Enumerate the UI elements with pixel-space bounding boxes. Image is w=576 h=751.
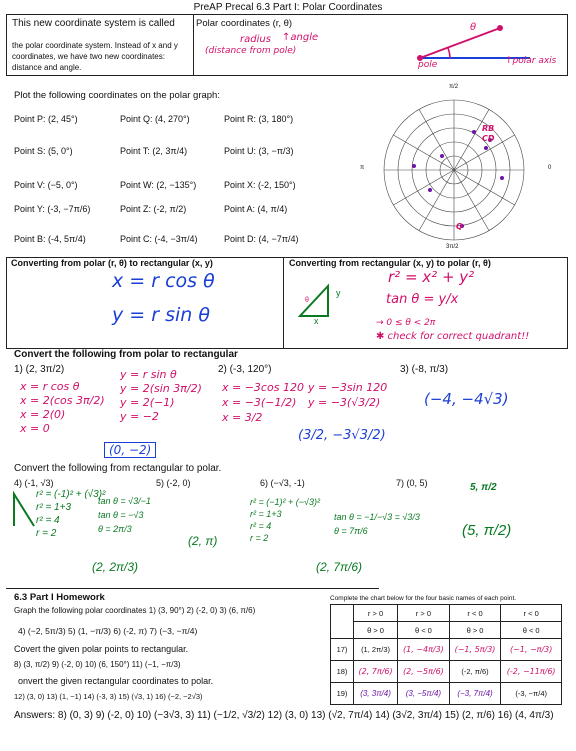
point-p: Point P: (2, 45°) [14, 114, 78, 124]
homework-rect-items: 8) (3, π/2) 9) (-2, 0) 10) (6, 150°) 11) (−1, −π/3) [14, 660, 181, 669]
work-1-x: x = r cos θ x = 2(cos 3π/2) x = 2(0) x = 0 [20, 380, 105, 435]
quadrant-note: ✱ check for correct quadrant!! [376, 331, 530, 342]
note-pole: pole [418, 60, 438, 70]
table-cell: (3, −5π/4) [398, 683, 450, 705]
graph-label-bottom: 3π/2 [446, 244, 459, 250]
answers-line: Answers: 8) (0, 3) 9) (-2, 0) 10) (−3√3, 3) 11) (−1/2, √3/2) 12) (3, 0) 13) (√2, 7π/4) 14) (3√2, 3π/4) 15) (2, π/6) 16) (4, 4π/3) [14, 710, 554, 721]
graph-label-top: π/2 [449, 84, 459, 90]
chart-subheader-2: θ < 0 [398, 622, 450, 639]
formula-x: x = r cos θ [112, 270, 215, 292]
graph-label-right: 0 [548, 165, 552, 171]
intro-body: the polar coordinate system. Instead of x and y coordinates, we have two new coordinates: distance and angle. [12, 41, 178, 72]
triangle-y: y [336, 288, 341, 298]
sketch-4 [10, 490, 38, 530]
homework-title: 6.3 Part I Homework [14, 592, 105, 603]
problem-7: 7) (0, 5) [396, 478, 428, 488]
chart-header-3: r < 0 [449, 605, 501, 622]
point-s: Point S: (5, 0°) [14, 146, 73, 156]
range-note: → 0 ≤ θ < 2π [376, 318, 436, 328]
table-cell: (2, −5π/6) [398, 661, 450, 683]
graph-mark-rb: RB [482, 124, 495, 133]
chart-header-1: r > 0 [354, 605, 398, 622]
problem-4: 4) (-1, √3) [14, 478, 54, 488]
answer-6: (2, 7π/6) [316, 560, 363, 574]
point-c: Point C: (-4, −3π/4) [120, 234, 198, 244]
formula-tan: tan θ = y/x [386, 292, 459, 307]
work-4-r: r² = (-1)² + (√3)² r² = 1+3 r² = 4 r = 2 [36, 489, 106, 539]
polar-ray [419, 170, 454, 231]
problem-3: 3) (-8, π/3) [400, 364, 449, 375]
work-6-r: r² = (−1)² + (−√3)² r² = 1+3 r² = 4 r = 2 [250, 497, 320, 543]
problem-5: 5) (-2, 0) [156, 478, 191, 488]
table-cell: (-3, −π/4) [501, 683, 562, 705]
polar-to-rect-heading: Convert the following from polar to rectangular [14, 349, 238, 360]
homework-graph-line: Graph the following polar coordinates 1) (3, 90°) 2) (-2, 0) 3) (6, π/6) [14, 606, 256, 615]
plotted-point [412, 164, 416, 168]
note-polar-axis: ↑polar axis [505, 56, 557, 66]
problem-1: 1) (2, 3π/2) [14, 364, 65, 375]
polar-to-rect-header: Converting from polar (r, θ) to rectangular (x, y) [11, 258, 213, 268]
answer-1: (0, −2) [104, 442, 156, 458]
table-cell: (3, 3π/4) [354, 683, 398, 705]
plotted-point [428, 188, 432, 192]
formula-y: y = r sin θ [112, 304, 210, 326]
names-chart [330, 604, 562, 705]
plotted-point [472, 130, 476, 134]
note-theta: θ [470, 22, 477, 33]
rect-to-polar-heading: Convert the following from rectangular to polar. [14, 463, 222, 474]
point-z: Point Z: (-2, π/2) [120, 204, 187, 214]
point-v: Point V: (−5, 0°) [14, 180, 78, 190]
problem-6: 6) (−√3, -1) [260, 478, 305, 488]
work-6-theta: tan θ = −1/−√3 = √3/3 θ = 7π/6 [334, 512, 420, 536]
work-2-x: x = −3cos 120 x = −3(−1/2) x = 3/2 [222, 381, 304, 424]
graph-mark-q: Q [456, 222, 463, 231]
rect-to-polar-header: Converting from rectangular (x, y) to polar (r, θ) [289, 258, 491, 268]
formula-r: r² = x² + y² [388, 268, 475, 286]
polar-ray [393, 170, 454, 205]
homework-graph-line-2: 4) (−2, 5π/3) 5) (1, −π/3) 6) (-2, π) 7) (−3, −π/4) [18, 626, 198, 636]
point-a: Point A: (4, π/4) [224, 204, 288, 214]
point-y: Point Y: (-3, −7π/6) [14, 204, 91, 214]
note-7: 5, π/2 [470, 482, 497, 493]
table-row-label: 18) [331, 661, 354, 683]
table-row-label: 19) [331, 683, 354, 705]
homework-divider [6, 588, 379, 589]
intro-line: This new coordinate system is called [12, 18, 175, 29]
table-cell: (-2, −11π/6) [501, 661, 562, 683]
chart-header-2: r > 0 [398, 605, 450, 622]
work-4-theta: tan θ = √3/−1 tan θ = −√3 θ = 2π/3 [98, 496, 151, 534]
note-angle: ↑angle [282, 32, 319, 43]
chart-subheader-1: θ > 0 [354, 622, 398, 639]
chart-header-4: r < 0 [501, 605, 562, 622]
answer-5: (2, π) [188, 534, 218, 548]
point-u: Point U: (3, −π/3) [224, 146, 294, 156]
note-distance: (distance from pole) [205, 46, 297, 56]
point-t: Point T: (2, 3π/4) [120, 146, 188, 156]
answer-2: (3/2, −3√3/2) [298, 428, 386, 443]
polar-ray [454, 170, 515, 205]
homework-polar-items: 12) (3, 0) 13) (1, −1) 14) (-3, 3) 15) (√3, 1) 16) (−2, −2√3) [14, 692, 203, 701]
point-d: Point D: (4, −7π/4) [224, 234, 299, 244]
polar-coordinates-label: Polar coordinates (r, θ) [196, 18, 293, 29]
point-q: Point Q: (4, 270°) [120, 114, 190, 124]
table-cell: (−3, 7π/4) [449, 683, 501, 705]
chart-caption: Complete the chart below for the four basic names of each point. [330, 595, 517, 602]
point-r: Point R: (3, 180°) [224, 114, 294, 124]
graph-mark-cd: CD [482, 134, 495, 143]
answer-4: (2, 2π/3) [92, 560, 139, 574]
table-cell: (−1, −π/3) [501, 639, 562, 661]
plotted-point [500, 176, 504, 180]
graph-label-left: π [360, 165, 365, 171]
table-cell: (2, 7π/6) [354, 661, 398, 683]
table-cell: (1, 2π/3) [354, 639, 398, 661]
triangle-x: x [314, 316, 319, 326]
problem-2: 2) (-3, 120°) [218, 364, 272, 375]
page-title: PreAP Precal 6.3 Part I: Polar Coordinates [193, 2, 383, 13]
homework-polar-line: onvert the given rectangular coordinates to polar. [18, 676, 214, 686]
point-x: Point X: (-2, 150°) [224, 180, 296, 190]
plot-heading: Plot the following coordinates on the polar graph: [14, 90, 220, 101]
table-cell: (-2, π/6) [449, 661, 501, 683]
note-radius: radius [240, 34, 271, 45]
table-cell: (−1, 5π/3) [449, 639, 501, 661]
plotted-point [440, 154, 444, 158]
plotted-point [484, 146, 488, 150]
answer-7: (5, π/2) [462, 522, 512, 539]
point-w: Point W: (2, −135°) [120, 180, 197, 190]
polar-ray [393, 135, 454, 170]
table-cell: (1, −4π/3) [398, 639, 450, 661]
answer-3: (−4, −4√3) [424, 390, 509, 408]
triangle-theta: θ [305, 297, 309, 304]
polar-ray [419, 109, 454, 170]
table-row-label: 17) [331, 639, 354, 661]
homework-rect-line: Covert the given polar points to rectangular. [14, 644, 189, 654]
chart-subheader-3: θ > 0 [449, 622, 501, 639]
chart-subheader-4: θ < 0 [501, 622, 562, 639]
work-1-y: y = r sin θ y = 2(sin 3π/2) y = 2(−1) y = −2 [120, 368, 202, 423]
point-b: Point B: (-4, 5π/4) [14, 234, 86, 244]
work-2-y: y = −3sin 120 y = −3(√3/2) [308, 381, 388, 409]
